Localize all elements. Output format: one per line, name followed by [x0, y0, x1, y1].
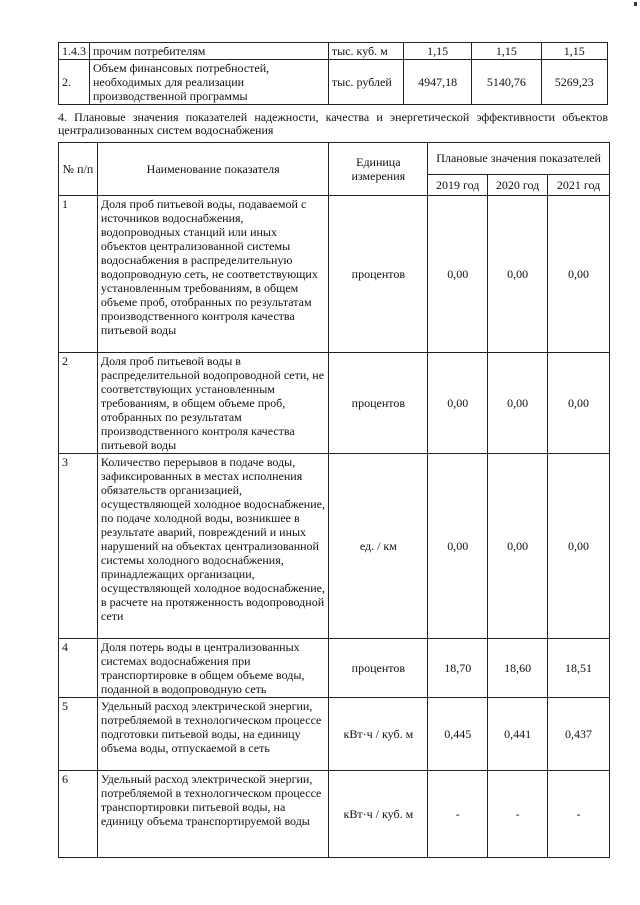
header-number: № п/п [59, 143, 98, 196]
header-2021: 2021 год [548, 174, 610, 195]
value-2021: 0,00 [548, 454, 610, 639]
value-2019: 0,00 [428, 353, 488, 454]
table-header-row [59, 143, 610, 175]
row-unit: процентов [329, 639, 428, 698]
value-2019: 4947,18 [403, 60, 471, 105]
value-2020: 5140,76 [472, 60, 541, 105]
financial-table [58, 42, 608, 105]
row-number: 3 [59, 454, 98, 639]
row-unit: ед. / км [329, 454, 428, 639]
scan-mark [634, 2, 637, 6]
table-row [59, 639, 610, 698]
value-2021: 5269,23 [541, 60, 607, 105]
value-2020: 0,441 [488, 698, 548, 771]
value-2020: 0,00 [488, 454, 548, 639]
row-unit: процентов [329, 196, 428, 353]
row-unit: процентов [329, 353, 428, 454]
row-name: прочим потребителям [90, 43, 329, 60]
header-unit: Единица измерения [329, 143, 428, 196]
row-name: Объем финансовых потребностей, необходимых для реализации производственной программы [90, 60, 329, 105]
value-2020: 18,60 [488, 639, 548, 698]
value-2021: 18,51 [548, 639, 610, 698]
table-row [59, 353, 610, 454]
value-2021: 0,437 [548, 698, 610, 771]
value-2021: 0,00 [548, 353, 610, 454]
header-2020: 2020 год [488, 174, 548, 195]
value-2020: 0,00 [488, 353, 548, 454]
header-planned-values: Плановые значения показателей [428, 143, 610, 175]
table-row [59, 771, 610, 858]
row-number: 1 [59, 196, 98, 353]
value-2019: - [428, 771, 488, 858]
row-number: 2. [59, 60, 90, 105]
value-2019: 0,445 [428, 698, 488, 771]
value-2020: 1,15 [472, 43, 541, 60]
row-number: 1.4.3 [59, 43, 90, 60]
value-2021: - [548, 771, 610, 858]
value-2021: 1,15 [541, 43, 607, 60]
row-unit: тыс. рублей [328, 60, 403, 105]
section-heading: 4. Плановые значения показателей надежности, качества и энергетической эффективности объектов централизованных систем водоснабжения [58, 110, 608, 137]
indicators-table [58, 142, 610, 858]
row-name: Доля потерь воды в централизованных системах водоснабжения при транспортировке в общем объеме воды, поданной в водопроводную сеть [97, 639, 329, 698]
row-unit: кВт·ч / куб. м [329, 698, 428, 771]
table-row [59, 698, 610, 771]
header-name: Наименование показателя [97, 143, 329, 196]
table-row [59, 454, 610, 639]
row-number: 4 [59, 639, 98, 698]
table-row [59, 43, 608, 60]
value-2021: 0,00 [548, 196, 610, 353]
row-name: Удельный расход электрической энергии, потребляемой в технологическом процессе подготовки питьевой воды, на единицу объема воды, отпускаемой в сеть [97, 698, 329, 771]
row-number: 5 [59, 698, 98, 771]
row-unit: тыс. куб. м [328, 43, 403, 60]
row-number: 6 [59, 771, 98, 858]
table-row [59, 196, 610, 353]
value-2019: 0,00 [428, 196, 488, 353]
row-unit: кВт·ч / куб. м [329, 771, 428, 858]
row-number: 2 [59, 353, 98, 454]
row-name: Доля проб питьевой воды, подаваемой с источников водоснабжения, водопроводных станций или иных объектов централизованной системы водоснабжения в распределительную водопроводную сеть, не соответствующих установленным требованиям, в общем объеме проб, отобранных по результатам производственного контроля качества питьевой воды [97, 196, 329, 353]
value-2019: 0,00 [428, 454, 488, 639]
table-row [59, 60, 608, 105]
value-2020: - [488, 771, 548, 858]
row-name: Количество перерывов в подаче воды, зафиксированных в местах исполнения обязательств организацией, осуществляющей холодное водоснабжение, по подаче холодной воды, возникшее в результате аварий, повреждений и иных нарушений на объектах централизованной системы холодного водоснабжения, принадлежащих организации, осуществляющей холодное водоснабжение, в расчете на протяженность водопроводной сети [97, 454, 329, 639]
header-2019: 2019 год [428, 174, 488, 195]
row-name: Доля проб питьевой воды в распределительной водопроводной сети, не соответствующих установленным требованиям, в общем объеме проб, отобранных по результатам производственного контроля качества питьевой воды [97, 353, 329, 454]
value-2019: 18,70 [428, 639, 488, 698]
row-name: Удельный расход электрической энергии, потребляемой в технологическом процессе транспортировки питьевой воды, на единицу объема транспортируемой воды [97, 771, 329, 858]
value-2020: 0,00 [488, 196, 548, 353]
value-2019: 1,15 [403, 43, 471, 60]
